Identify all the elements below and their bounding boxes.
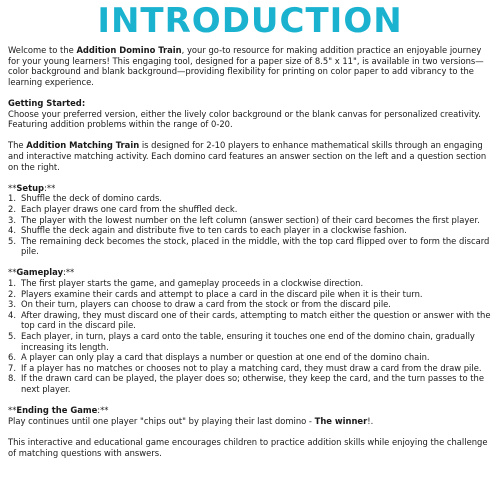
setup-item [8,193,492,204]
gameplay-heading [8,267,492,278]
gameplay-item [8,363,492,374]
gameplay-item-number: 6. [8,352,16,363]
setup-heading-text: Setup [16,182,45,193]
gameplay-heading-text: Gameplay [16,267,64,278]
intro-text-pre: Welcome to the [8,45,77,55]
gameplay-heading-pre: ** [8,267,17,278]
gameplay-item [8,289,492,300]
gameplay-item-number: 8. [8,373,16,384]
gameplay-item-number: 1. [8,278,16,289]
page-title: INTRODUCTION [97,1,403,41]
gameplay-item-number: 2. [8,288,16,299]
intro-paragraph [8,45,492,87]
setup-item-number: 4. [8,225,16,236]
gameplay-item-text: The first player starts the game, and gameplay proceeds in a clockwise direction. [21,278,364,289]
ending-heading-post: :** [97,405,109,416]
getting-started-heading [8,98,492,109]
ending-heading-text: Ending the Game [16,405,98,416]
gameplay-item-text: After drawing, they must discard one of their cards, attempting to match either the question or answer with the top card in the discard pile. [21,309,491,331]
matching-text-pre: The [8,140,27,151]
gameplay-item [8,352,492,363]
gameplay-item [8,310,492,331]
ending-text-post: !. [367,415,374,426]
gameplay-list [8,278,492,395]
setup-list [8,193,492,257]
setup-item-number: 3. [8,214,16,225]
gameplay-item-text: If the drawn card can be played, the player does so; otherwise, they keep the card, and the turn passes to the next player. [21,373,485,394]
intro-text-post: , your go-to resource for making addition practice an enjoyable journey for your young learners! This engaging tool, designed for a paper size of 8.5" x 11", is available in two versions—color background and blank background—providing flexibility for printing on color paper to add vibrancy to the learning experience. [8,45,484,87]
gameplay-item-number: 7. [8,362,16,373]
ending-text-pre: Play continues until one player "chips out" by playing their last domino - [8,415,315,426]
document-body [8,45,492,458]
intro-product-name: Addition Domino Train [76,45,182,55]
setup-item [8,236,492,257]
setup-heading-post: :** [44,182,56,193]
setup-item-text: The player with the lowest number on the left column (answer section) of their card becomes the first player. [21,214,480,225]
gameplay-item-number: 5. [8,331,16,342]
setup-item-text: The remaining deck becomes the stock, placed in the middle, with the top card flipped over to form the discard pile. [21,235,490,257]
gameplay-item-text: A player can only play a card that displays a number or question at one end of the domino chain. [21,352,430,363]
setup-item [8,204,492,215]
setup-item-number: 5. [8,235,16,246]
gameplay-item [8,299,492,310]
gameplay-item-number: 4. [8,309,16,320]
gameplay-item-text: On their turn, players can choose to draw a card from the stock or from the discard pile. [21,299,391,310]
setup-item-text: Each player draws one card from the shuffled deck. [21,203,238,214]
gameplay-item [8,331,492,352]
ending-winner-text: The winner [314,415,368,426]
gameplay-item-text: If a player has no matches or chooses not to play a matching card, they must draw a card from the draw pile. [21,362,482,373]
gameplay-item-number: 3. [8,299,16,310]
gameplay-item-text: Each player, in turn, plays a card onto the table, ensuring it touches one end of the domino chain, gradually increasing its length. [21,331,475,352]
setup-heading-pre: ** [8,182,17,193]
gameplay-item [8,278,492,289]
getting-started-heading-colon: : [81,97,86,108]
getting-started-section [8,98,492,130]
setup-heading [8,183,492,194]
matching-text-post: is designed for 2-10 players to enhance mathematical skills through an engaging and interactive matching activity. Each domino card features an answer section on the left and a question section on the right. [8,140,487,172]
ending-paragraph [8,416,492,427]
getting-started-text: Choose your preferred version, either the lively color background or the blank canvas for personalized creativity. Featuring addition problems within the range of 0-20. [8,108,481,130]
setup-item [8,225,492,236]
ending-heading [8,405,492,416]
getting-started-heading-text: Getting Started [8,97,82,108]
matching-game-name: Addition Matching Train [26,140,140,151]
ending-heading-pre: ** [8,405,17,416]
closing-paragraph: This interactive and educational game encourages children to practice addition skills while enjoying the challenge of matching questions with answers. [8,436,488,458]
gameplay-heading-post: :** [63,267,75,278]
gameplay-item [8,373,492,394]
setup-item [8,215,492,226]
setup-item-number: 2. [8,203,16,214]
gameplay-item-text: Players examine their cards and attempt to place a card in the discard pile when it is their turn. [21,288,423,299]
matching-paragraph [8,140,492,172]
setup-item-text: Shuffle the deck again and distribute five to ten cards to each player in a clockwise fashion. [21,225,407,236]
setup-item-number: 1. [8,193,16,204]
setup-item-text: Shuffle the deck of domino cards. [21,193,162,204]
